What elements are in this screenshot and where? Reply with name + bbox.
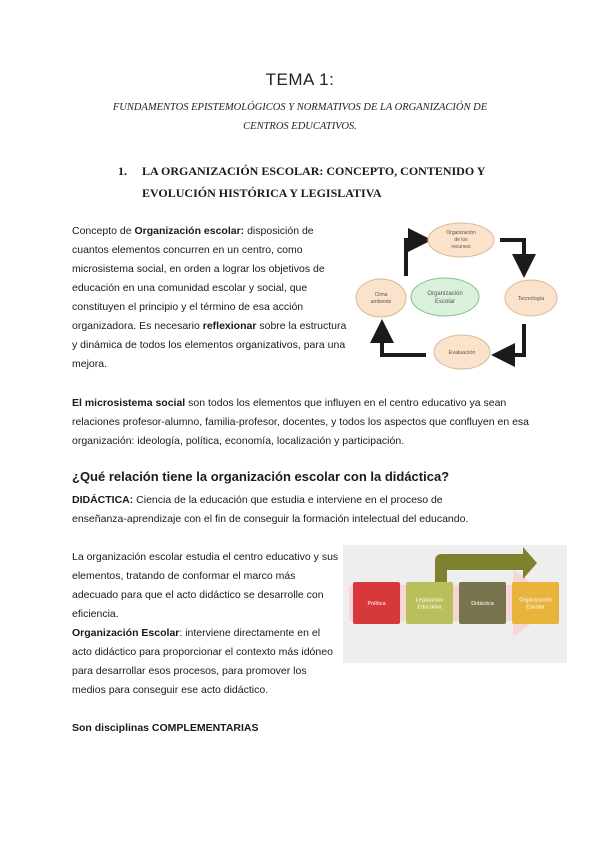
- question-heading: ¿Qué relación tiene la organización escolar con la didáctica?: [72, 469, 450, 484]
- microsistema-paragraph: [72, 394, 532, 451]
- node-center-line-2: Escolar: [434, 299, 456, 305]
- term-didactica: DIDÁCTICA:: [72, 494, 134, 506]
- text: : interviene directamente en el acto didáctico para proporcionar el contexto más idóneo para desarrollar esos procesos, para promover los medios para conseguir ese acto didáctico.: [72, 627, 333, 696]
- cycle-node-bottom: [434, 335, 490, 369]
- flow-box-label: Política: [367, 601, 386, 607]
- page-subtitle: [70, 98, 530, 136]
- cycle-node-top: [428, 223, 494, 257]
- node-left-line-1: Clima: [374, 292, 388, 298]
- node-left-line-2: ambiente: [370, 299, 392, 305]
- subtitle-line-2: CENTROS EDUCATIVOS.: [243, 121, 357, 132]
- term-organizacion-escolar: Organización Escolar: [72, 627, 180, 639]
- text: disposición de cuantos elementos concurren en un centro, como microsistema social, en orden a lograr los objetivos de educación en una comunidad escolar y social, que constituyen el principio y el término de esa acción organizadora. Es necesario: [72, 225, 325, 332]
- flow-box-2: [406, 582, 453, 624]
- organization-paragraph: La organización escolar estudia el centro educativo y sus elementos, tratando de conformar el marco más adecuado para que el acto didáctico se desarrolle con eficiencia.: [72, 551, 339, 620]
- page-title: TEMA 1:: [265, 70, 335, 89]
- flow-box-label: Organización: [519, 597, 552, 604]
- flow-box-label: Escolar: [526, 604, 545, 611]
- cycle-node-right: [505, 280, 557, 316]
- flow-diagram: [343, 545, 567, 663]
- heading-line-1: LA ORGANIZACIÓN ESCOLAR: CONCEPTO, CONTENIDO Y: [142, 164, 486, 178]
- cycle-node-center: [411, 278, 479, 316]
- cycle-arrow-top-right: [500, 240, 524, 266]
- cycle-arrow-right-bottom: [503, 324, 524, 355]
- section-number: 1.: [118, 164, 127, 178]
- node-right-label: Tecnología: [517, 296, 545, 302]
- text: Concepto de: [72, 225, 135, 237]
- node-center-line-1: Organización: [427, 291, 463, 297]
- flow-box-label: Didáctica: [471, 601, 494, 607]
- node-top-line-1: Organización: [446, 230, 476, 236]
- text: Ciencia de la educación que estudia e interviene en el proceso de enseñanza-aprendizaje con el fin de conseguir la formación intelectual del educando.: [72, 494, 469, 525]
- didactica-paragraph: [72, 491, 472, 529]
- flow-box-4: [512, 582, 559, 624]
- cycle-node-left: [356, 279, 406, 317]
- flow-box-3: [459, 582, 506, 624]
- complementary-statement: Son disciplinas COMPLEMENTARIAS: [72, 722, 259, 734]
- text: sobre la estructura y dinámica de todos los elementos organizativos, para una mejora.: [72, 320, 347, 370]
- cycle-diagram: [350, 218, 565, 378]
- cycle-arrow-bottom-left: [382, 331, 426, 355]
- flow-box-label: Educativa: [417, 604, 442, 611]
- term-reflexionar: reflexionar: [202, 320, 257, 332]
- flow-box-label: Legislación: [415, 597, 444, 604]
- text: son todos los elementos que influyen en el centro educativo ya sean relaciones profesor-alumno, familia-profesor, docentes, y todos los aspectos que confluyen en esa organización: ideología, política, economía, localización y participación.: [72, 397, 530, 447]
- subtitle-line-1: FUNDAMENTOS EPISTEMOLÓGICOS Y NORMATIVOS DE LA ORGANIZACIÓN DE: [112, 102, 488, 113]
- organizacion-escolar-paragraph: [72, 624, 342, 700]
- term-microsistema: El microsistema social: [72, 397, 186, 409]
- term-organizacion-escolar: Organización escolar:: [134, 225, 245, 237]
- cycle-arrow-left-top: [406, 240, 420, 276]
- concept-paragraph: [72, 222, 347, 374]
- node-top-line-3: recursos: [451, 244, 471, 250]
- heading-line-2: EVOLUCIÓN HISTÓRICA Y LEGISLATIVA: [142, 186, 382, 200]
- node-top-line-2: de los: [454, 237, 468, 243]
- flow-box-1: [353, 582, 400, 624]
- node-bottom-label: Evaluación: [448, 350, 476, 356]
